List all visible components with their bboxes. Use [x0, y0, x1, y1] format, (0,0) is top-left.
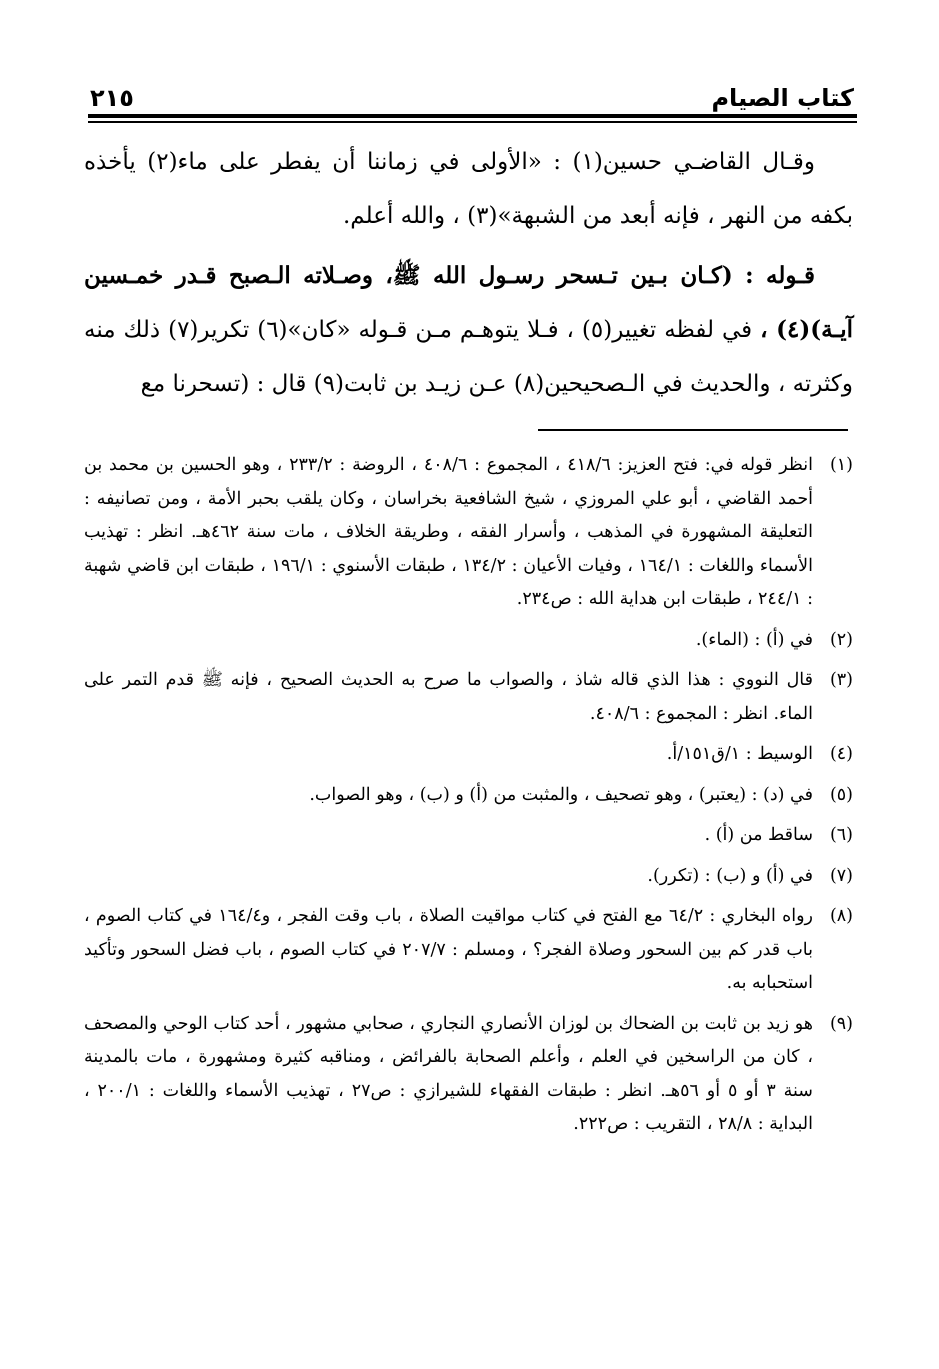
paragraph-2-rest: في لفظه تغيير(٥) ، فـلا يتوهـم مـن قـوله «كان»(٦) تكرير(٧) ذلك منه وكثرته ، والحديث في الـصحيحين(٨) عـن زيـد بن ثابت(٩) قال : (تسحرنا مع [84, 317, 853, 397]
paragraph-1: وقـال القاضـي حسين(١) : «الأولى في زماننا أن يفطر على ماء(٢) يأخذه بكفه من النهر ، فإنه أبعد من الشبهة»(٣) ، والله أعلم. [84, 149, 853, 229]
footnote-number: (٤) [829, 744, 853, 764]
footnote [84, 664, 853, 731]
footnote-number: (٥) [829, 784, 853, 805]
footnote [84, 449, 853, 617]
footnote-number: (١) [829, 455, 853, 475]
footnote-text: في (أ) : (الماء). [695, 629, 813, 650]
paragraph-2 [84, 249, 853, 411]
footnote-number: (٩) [829, 1013, 853, 1034]
footnotes [84, 449, 853, 1149]
footnote [84, 779, 853, 813]
footnote-separator [538, 429, 848, 431]
footnote-number: (٨) [829, 906, 853, 926]
footnote-text: هو زيد بن ثابت بن الضحاك بن لوزان الأنصاري النجاري ، صحابي مشهور ، أحد كتاب الوحي والمصحف ، كان من الراسخين في العلم ، وأعلم الصحابة بالفرائض ، ومناقبه كثيرة ومشهورة ، مات بالمدينة سنة ٣ أو ٥ أو ٥٦هـ. انظر : طبقات الفقهاء للشيرازي : ص٢٧ ، تهذيب الأسماء واللغات : ٢٠٠/١ ، البداية : ٢٨/٨ ، التقريب : ص٢٢٢. [84, 1013, 813, 1134]
footnote [84, 860, 853, 894]
footnote-text: قال النووي : هذا الذي قاله شاذ ، والصواب ما صرح به الحديث الصحيح ، فإنه ﷺ قدم التمر على الماء. انظر : المجموع : ٤٠٨/٦. [84, 670, 813, 724]
footnote-text: ساقط من (أ) . [704, 825, 813, 845]
footnote-text: الوسيط : ١/ق١٥١/أ. [666, 744, 813, 764]
footnote-number: (٣) [829, 670, 853, 690]
header-rule-thick [88, 114, 857, 118]
footnote [84, 1008, 853, 1142]
header-rule-thin [88, 121, 857, 123]
main-text [84, 135, 853, 411]
footnote [84, 900, 853, 1001]
footnote-text: في (د) : (يعتبر) ، وهو تصحيف ، والمثبت من (أ) و (ب) ، وهو الصواب. [309, 784, 813, 805]
footnote-text: انظر قوله في: فتح العزيز: ٤١٨/٦ ، المجموع : ٤٠٨/٦ ، الروضة : ٢٣٣/٢ ، وهو الحسين بن محمد بن أحمد القاضي ، أبو علي المروزي ، شيخ الشافعية بخراسان ، وكان يلقب بحبر الأمة ، ومن تصانيفه : التعليقة المشهورة في المذهب ، وأسرار الفقه ، وطريقة الخلاف ، مات سنة ٤٦٢هـ. انظر : تهذيب الأسماء واللغات : ١٦٤/١ ، وفيات الأعيان : ١٣٤/٢ ، طبقات الأسنوي : ١٩٦/١ ، طبقات ابن قاضي شهبة : ٢٤٤/١ ، طبقات ابن هداية الله : ص٢٣٤. [84, 455, 813, 609]
footnote [84, 624, 853, 658]
footnote-number: (٢) [829, 629, 853, 650]
footnote-number: (٦) [829, 825, 853, 845]
footnote-text: رواه البخاري : ٦٤/٢ مع الفتح في كتاب مواقيت الصلاة ، باب وقت الفجر ، و١٦٤/٤ في كتاب الصوم ، باب قدر كم بين السحور وصلاة الفجر؟ ، ومسلم : ٢٠٧/٧ في كتاب الصوم ، باب فضل السحور وتأكيد استحبابه به. [84, 906, 813, 993]
footnote-number: (٧) [829, 865, 853, 886]
page-header [90, 72, 854, 112]
quoted-text: قـوله : (كـان بـين تـسحر رسـول الله ﷺ، وصـلاته الـصبح قـدر خمـسين آيـة)(٤) ، [84, 262, 853, 343]
footnote-text: في (أ) و (ب) : (تكرر). [647, 865, 813, 886]
page-number: ٢١٥ [90, 84, 134, 112]
chapter-title: كتاب الصيام [711, 84, 854, 112]
footnote [84, 738, 853, 772]
footnote [84, 819, 853, 853]
